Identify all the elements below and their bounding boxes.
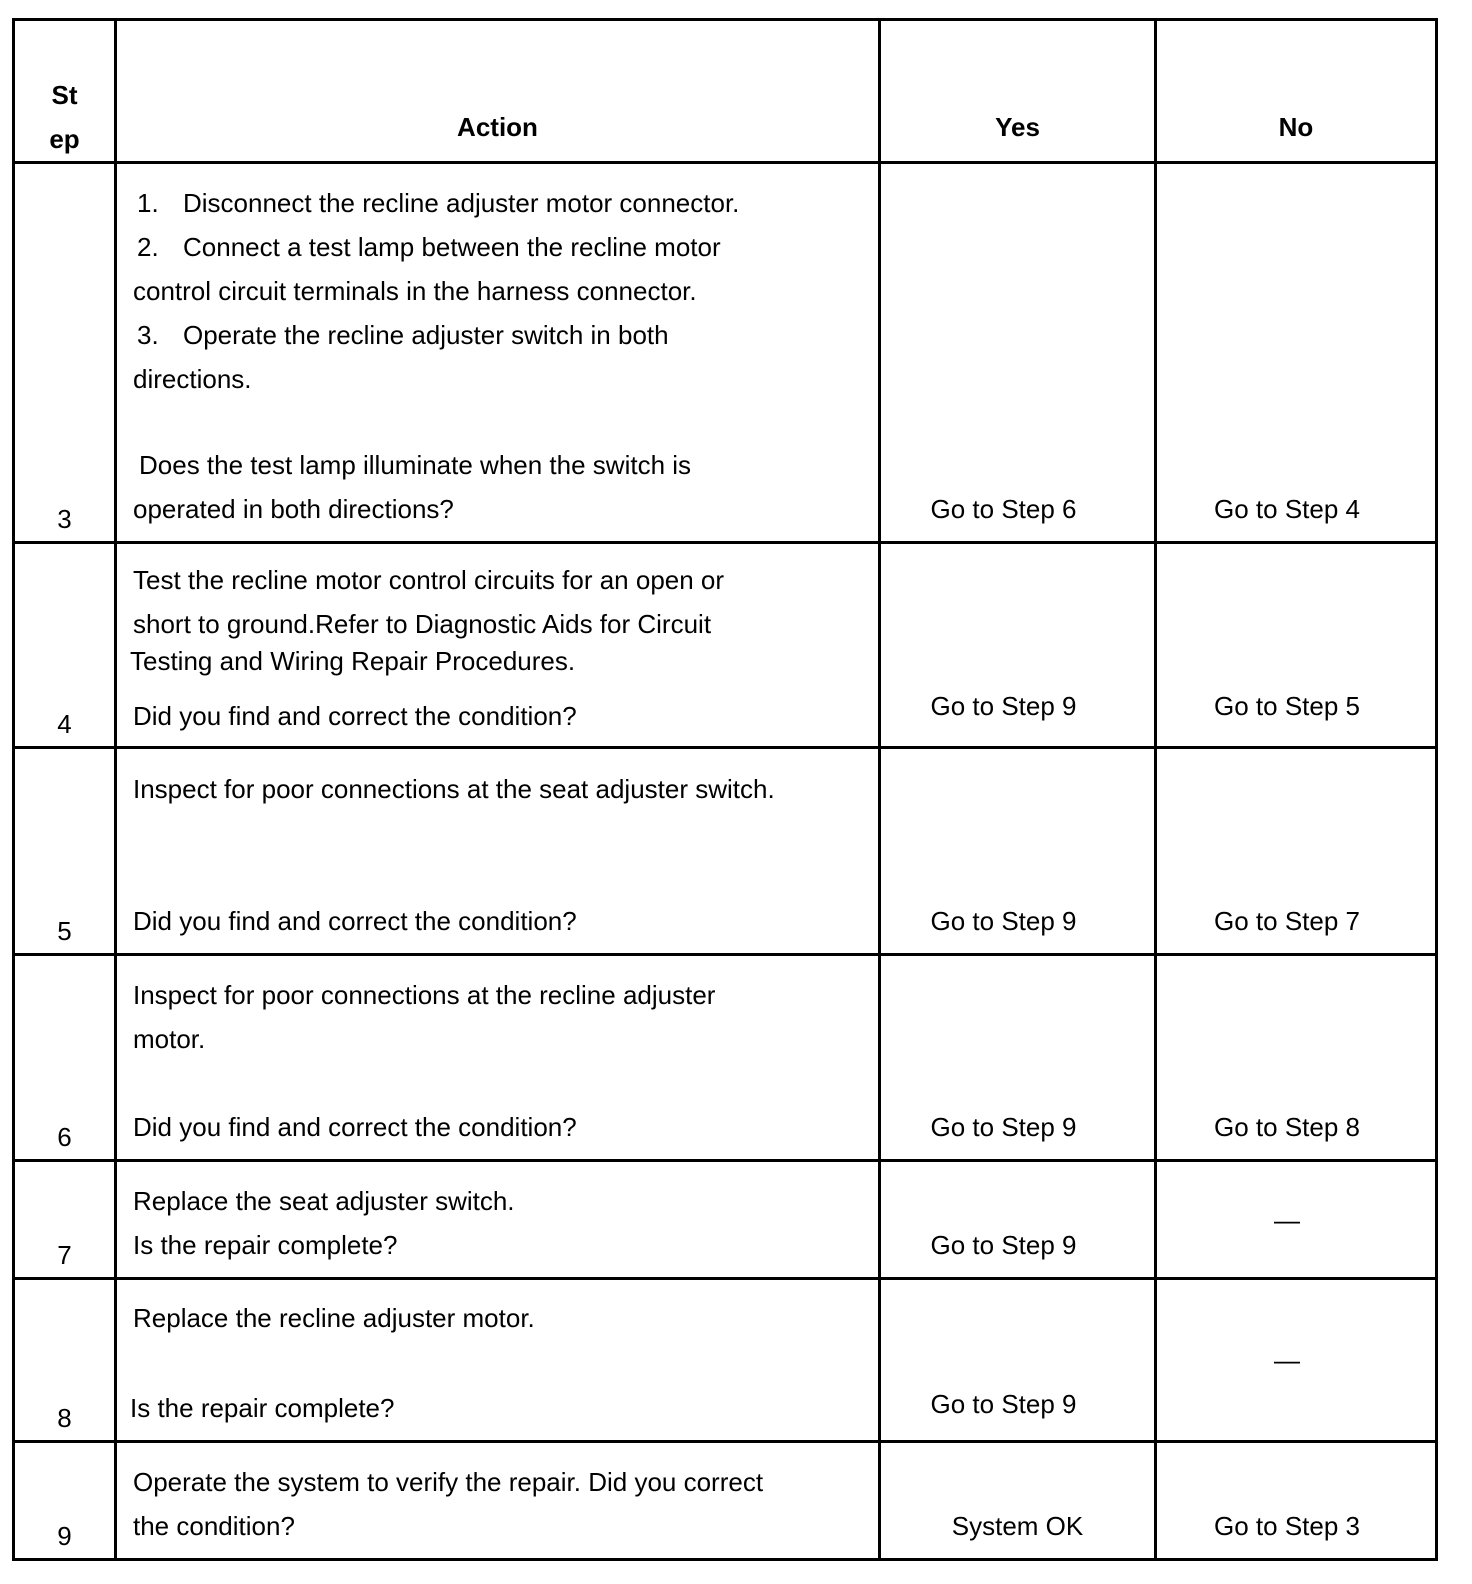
spacer xyxy=(133,811,864,899)
action-cell xyxy=(116,1161,880,1279)
yes-result: System OK xyxy=(880,1442,1156,1560)
question-line: Did you find and correct the condition? xyxy=(133,1112,577,1142)
header-step-line2: ep xyxy=(49,124,80,154)
table-row xyxy=(14,955,1437,1161)
step-number: 9 xyxy=(14,1442,116,1560)
action-cell xyxy=(116,543,880,748)
question-line: operated in both directions? xyxy=(133,494,454,524)
action-line: motor. xyxy=(133,1024,206,1054)
table-row xyxy=(14,1442,1437,1560)
spacer xyxy=(133,1061,864,1105)
item-number: 1. xyxy=(137,188,159,218)
step-number: 4 xyxy=(14,543,116,748)
table-row xyxy=(14,1161,1437,1279)
spacer xyxy=(133,1340,864,1386)
header-no: No xyxy=(1156,20,1437,163)
action-line: Testing and Wiring Repair Procedures. xyxy=(130,646,576,676)
action-line: Replace the recline adjuster motor. xyxy=(133,1303,535,1333)
list-item: directions. xyxy=(133,364,252,394)
no-result: Go to Step 7 xyxy=(1156,748,1437,955)
diagnostic-table xyxy=(12,18,1438,1561)
question-line: Did you find and correct the condition? xyxy=(133,701,577,731)
step-number: 6 xyxy=(14,955,116,1161)
spacer xyxy=(133,401,864,443)
action-cell xyxy=(116,163,880,543)
action-cell xyxy=(116,955,880,1161)
question-line: Did you find and correct the condition? xyxy=(133,906,577,936)
yes-result: Go to Step 9 xyxy=(880,1161,1156,1279)
step-number: 8 xyxy=(14,1279,116,1442)
yes-result: Go to Step 9 xyxy=(880,955,1156,1161)
step-number: 7 xyxy=(14,1161,116,1279)
action-line: Replace the seat adjuster switch. xyxy=(133,1186,515,1216)
table-row xyxy=(14,748,1437,955)
item-text: Disconnect the recline adjuster motor connector. xyxy=(183,188,740,218)
no-result: — xyxy=(1156,1161,1437,1279)
list-item xyxy=(133,313,864,357)
yes-result: Go to Step 9 xyxy=(880,543,1156,748)
table-row xyxy=(14,163,1437,543)
list-item: control circuit terminals in the harness connector. xyxy=(133,276,697,306)
header-step-line1: St xyxy=(51,80,78,110)
question-line: Is the repair complete? xyxy=(130,1393,395,1423)
action-line: short to ground.Refer to Diagnostic Aids for Circuit xyxy=(133,609,712,639)
header-yes: Yes xyxy=(880,20,1156,163)
yes-result: Go to Step 6 xyxy=(880,163,1156,543)
header-step xyxy=(14,20,116,163)
action-line: Inspect for poor connections at the recline adjuster xyxy=(133,980,716,1010)
action-line: Test the recline motor control circuits for an open or xyxy=(133,565,725,595)
question-line: Does the test lamp illuminate when the switch is xyxy=(139,450,692,480)
yes-result: Go to Step 9 xyxy=(880,1279,1156,1442)
item-text: Operate the recline adjuster switch in both xyxy=(183,320,669,350)
item-number: 3. xyxy=(137,320,159,350)
item-number: 2. xyxy=(137,232,159,262)
no-result: Go to Step 3 xyxy=(1156,1442,1437,1560)
action-line: Inspect for poor connections at the seat adjuster switch. xyxy=(133,774,775,804)
no-result: Go to Step 5 xyxy=(1156,543,1437,748)
item-text: Connect a test lamp between the recline motor xyxy=(183,232,721,262)
action-line: the condition? xyxy=(133,1511,295,1541)
action-cell xyxy=(116,1279,880,1442)
step-number: 3 xyxy=(14,163,116,543)
header-row xyxy=(14,20,1437,163)
no-result: — xyxy=(1156,1279,1437,1442)
header-action: Action xyxy=(116,20,880,163)
action-line: Operate the system to verify the repair. Did you correct xyxy=(133,1467,764,1497)
step-number: 5 xyxy=(14,748,116,955)
list-item xyxy=(133,225,864,269)
action-cell xyxy=(116,1442,880,1560)
yes-result: Go to Step 9 xyxy=(880,748,1156,955)
table-row xyxy=(14,1279,1437,1442)
list-item xyxy=(133,181,864,225)
no-result: Go to Step 8 xyxy=(1156,955,1437,1161)
table-row xyxy=(14,543,1437,748)
no-result: Go to Step 4 xyxy=(1156,163,1437,543)
action-cell xyxy=(116,748,880,955)
question-line: Is the repair complete? xyxy=(133,1230,398,1260)
